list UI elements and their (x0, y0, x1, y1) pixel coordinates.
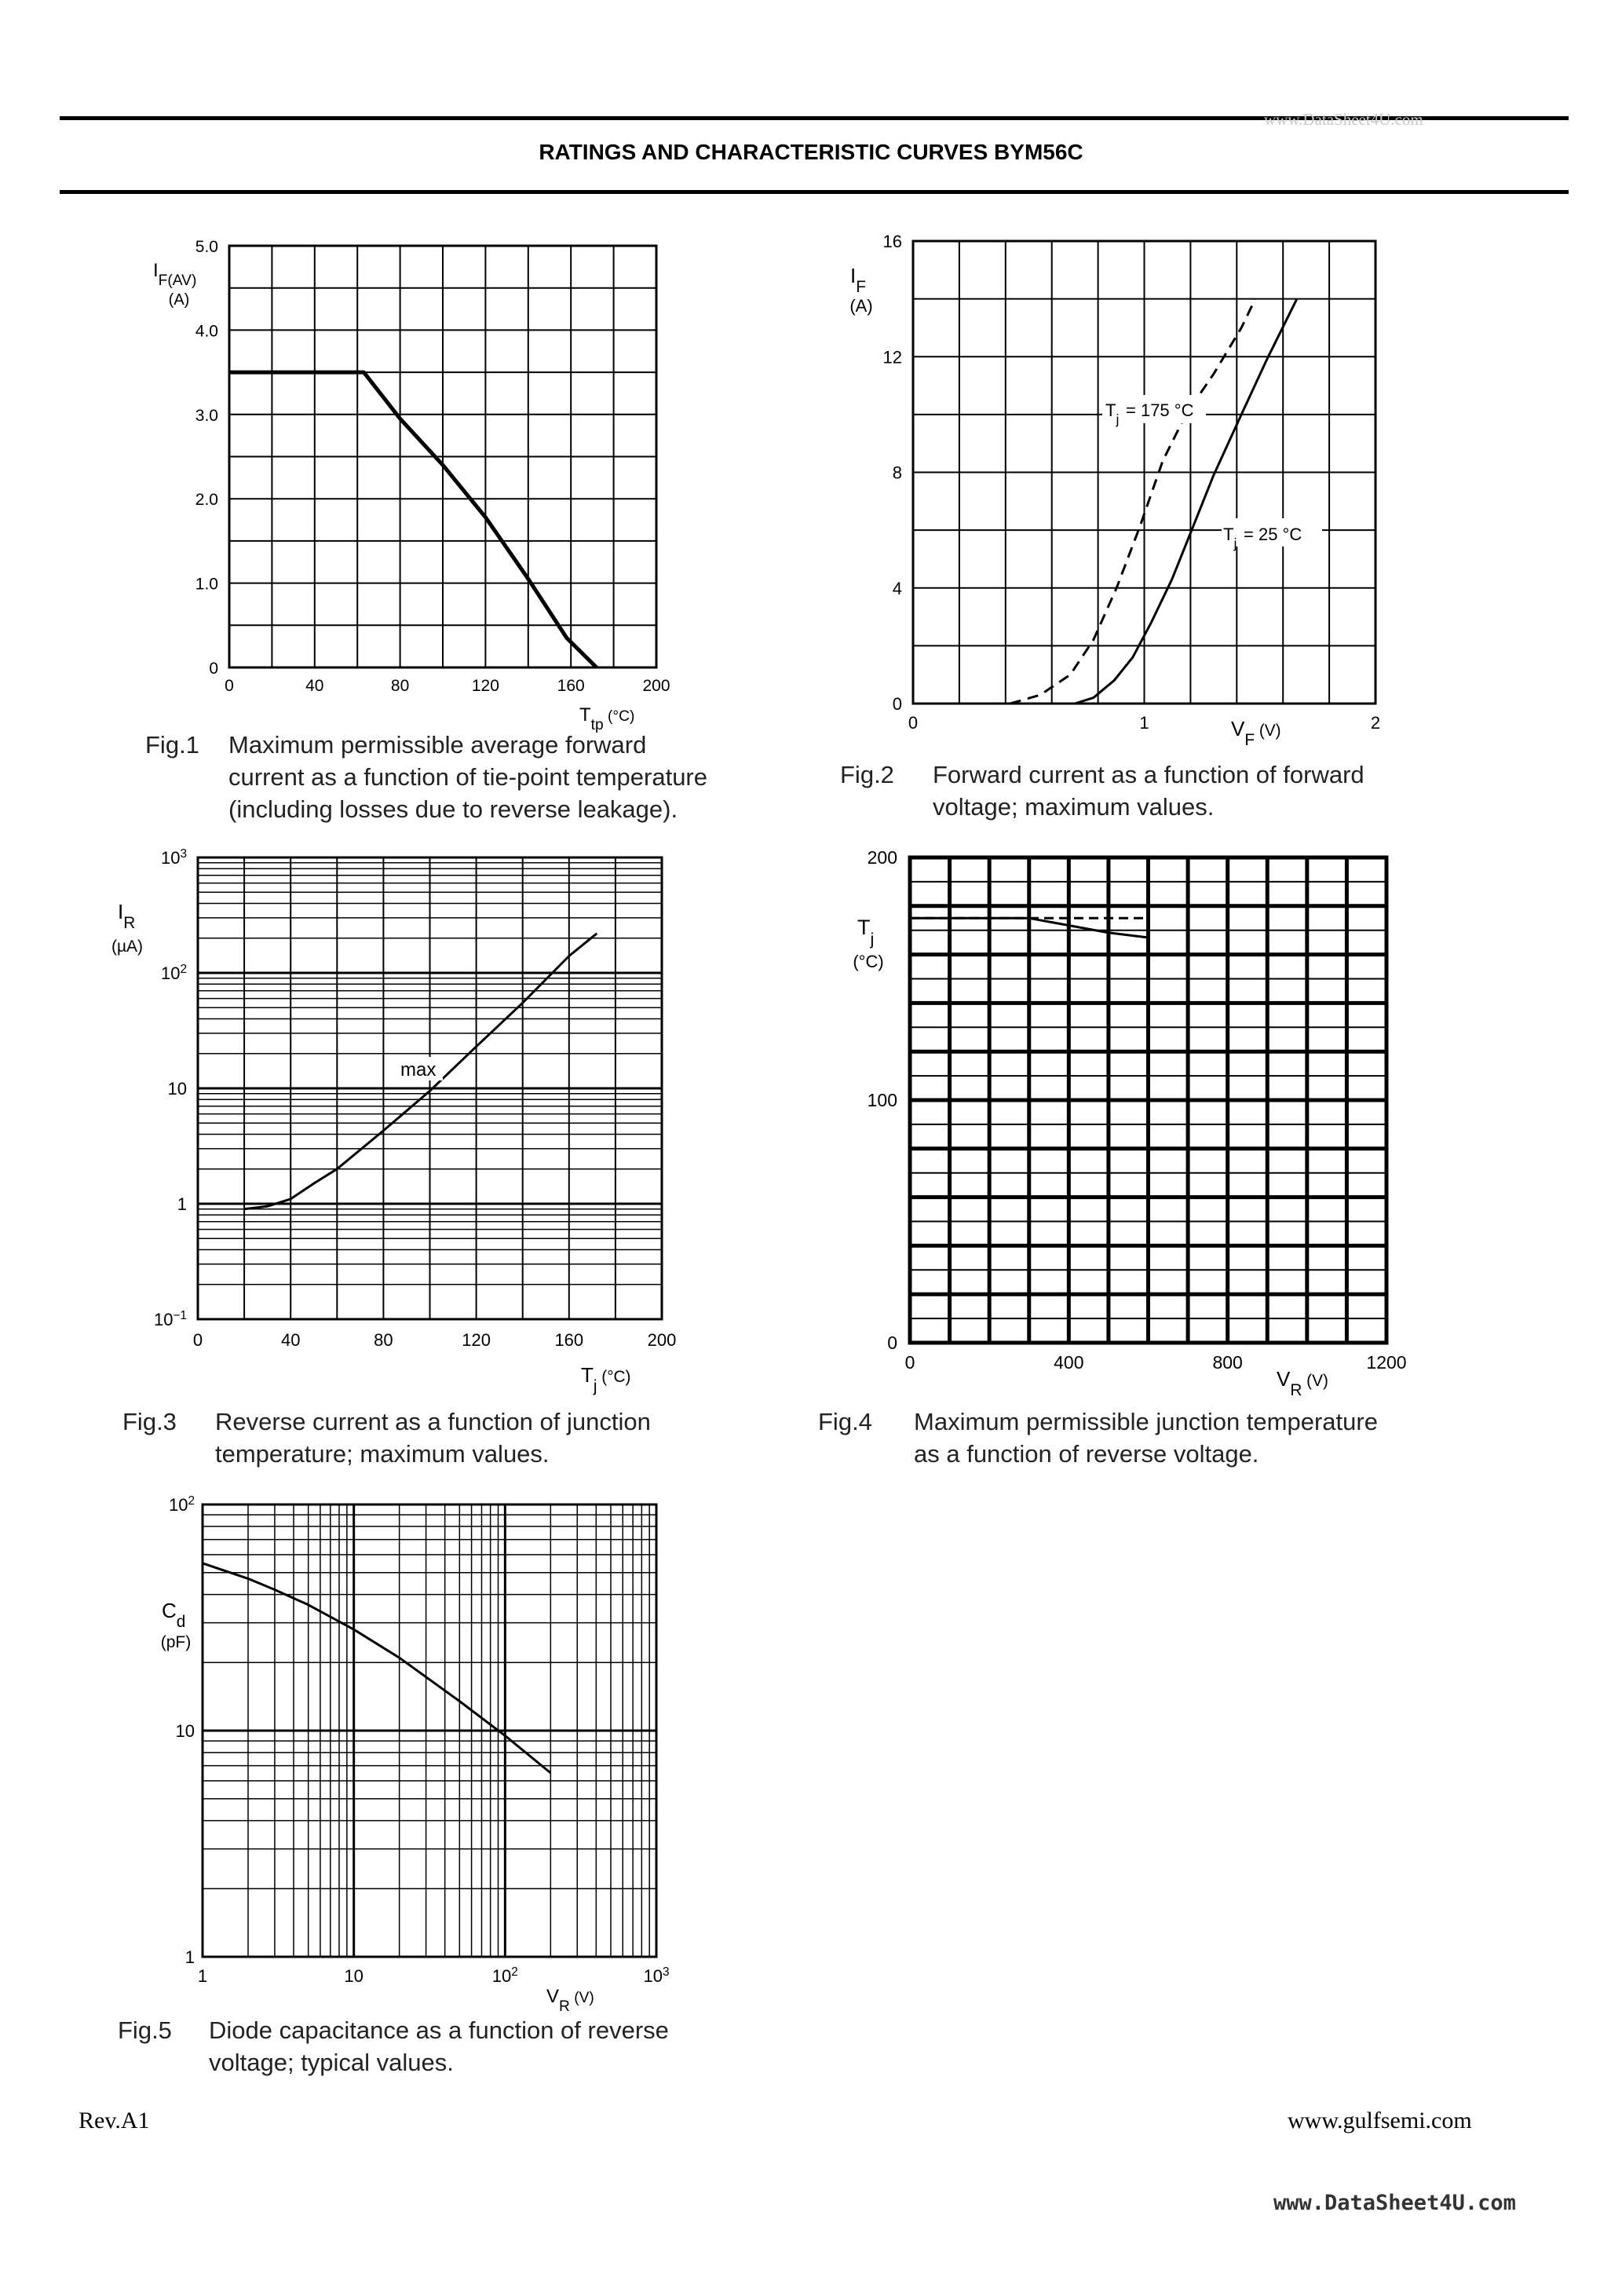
fig5-ytick-label: 10 (175, 1721, 195, 1741)
fig2-series-label-25-text: = 25 °C (1244, 525, 1302, 544)
fig2-caption-line1: Forward current as a function of forward (933, 761, 1364, 788)
page-title: RATINGS AND CHARACTERISTIC CURVES BYM56C (539, 140, 1083, 164)
fig3-xtick-label: 80 (374, 1330, 393, 1350)
fig4-ytick-label: 100 (867, 1090, 897, 1110)
fig4-ytick-label: 200 (867, 847, 897, 868)
fig5-ytick-label: 1 (184, 1947, 195, 1967)
fig5-xlabel: $V_R$ (V) (546, 1986, 594, 2015)
fig1-caption-line1: Maximum permissible average forward (228, 731, 647, 759)
fig2-ytick-label: 12 (882, 347, 902, 367)
fig1-ytick-label: 3.0 (195, 406, 218, 425)
fig5-xtick-label: $10^3$ (643, 1965, 670, 1986)
fig4-ylabel: $T_j$ (857, 916, 875, 949)
fig4-caption (818, 1406, 1446, 1476)
fig1-xtick-label: 120 (471, 677, 499, 695)
fig3-number: Fig.3 (122, 1408, 177, 1435)
fig2-caption (840, 759, 1468, 829)
fig2-xtick-label: 2 (1370, 713, 1381, 733)
fig3-ytick-label: $10^3$ (160, 846, 187, 868)
fig4-xtick-label: 0 (904, 1352, 915, 1373)
fig5-xtick-label: $10^2$ (491, 1965, 518, 1986)
fig5-number: Fig.5 (118, 2016, 172, 2044)
fig3-caption-line2: temperature; maximum values. (215, 1440, 550, 1468)
footer-website: www.gulfsemi.com (1288, 2108, 1472, 2133)
fig4-xtick-label: 1200 (1366, 1352, 1407, 1373)
fig3-xtick-label: 120 (462, 1330, 491, 1350)
fig5-ytick-label: $10^2$ (168, 1493, 195, 1515)
fig2-ytick-label: 0 (892, 694, 902, 714)
fig2-number: Fig.2 (840, 761, 894, 788)
fig2-xlabel: $V_F$ (V) (1231, 717, 1281, 749)
fig3-ytick-label: 1 (177, 1194, 187, 1214)
fig2-ytick-label: 4 (892, 578, 902, 598)
fig3-ytick-label: $10^2$ (160, 962, 187, 983)
fig1-number: Fig.1 (145, 731, 199, 759)
fig4-yunit: (°C) (853, 952, 884, 971)
fig2-series-label-25: $T_j$ (1223, 525, 1237, 551)
fig5-caption-line1: Diode capacitance as a function of reverse (209, 2016, 669, 2044)
fig1-yunit: (A) (168, 291, 190, 309)
fig3-yunit: (µA) (111, 938, 144, 956)
fig5-xtick-label: 10 (344, 1966, 363, 1986)
fig3-ytick-label: $10^{-1}$ (153, 1308, 187, 1329)
fig3-caption (122, 1406, 751, 1476)
fig3-xlabel: $T_j$ (°C) (581, 1363, 631, 1395)
fig1-xtick-label: 200 (642, 677, 670, 695)
footer-watermark: www.DataSheet4U.com (1273, 2191, 1516, 2215)
fig3-annotation-max: max (400, 1059, 437, 1080)
header-watermark: www.DataSheet4U.com (1264, 110, 1423, 129)
fig2-yunit: (A) (849, 296, 873, 316)
fig2-xtick-label: 1 (1139, 713, 1149, 733)
fig4-caption-line2: as a function of reverse voltage. (914, 1440, 1259, 1468)
fig1-ytick-label: 4.0 (195, 322, 218, 341)
fig4-xlabel: $V_R$ (V) (1277, 1367, 1328, 1399)
fig5-xtick-label: 1 (197, 1966, 208, 1986)
fig2-series-25 (1075, 299, 1297, 704)
fig2-ytick-label: 16 (882, 232, 902, 251)
fig5-caption-line2: voltage; typical values. (209, 2049, 454, 2076)
fig4-caption-line1: Maximum permissible junction temperature (914, 1408, 1378, 1435)
fig1-xlabel: $T_{tp}$ (°C) (579, 704, 635, 733)
fig2-series-label-175: $T_j$ (1105, 400, 1120, 427)
fig2-ylabel: $I_F$ (850, 264, 866, 296)
fig3-xtick-label: 40 (280, 1330, 301, 1350)
fig1-caption-line3: (including losses due to reverse leakage). (228, 795, 678, 823)
fig3-xtick-label: 160 (554, 1330, 584, 1350)
fig3-ylabel: $I_R$ (118, 900, 136, 932)
fig3-caption-line1: Reverse current as a function of junction (215, 1408, 651, 1435)
fig5-ylabel: $C_d$ (162, 1599, 186, 1631)
fig2-ytick-label: 8 (892, 462, 902, 483)
fig4-number: Fig.4 (818, 1408, 872, 1435)
fig3-xtick-label: 200 (647, 1330, 677, 1350)
fig4-ytick-label: 0 (887, 1333, 897, 1353)
fig2-series-175 (1010, 299, 1255, 704)
fig1-xtick-label: 160 (557, 677, 585, 695)
fig1-xtick-label: 80 (390, 677, 410, 695)
fig1-ytick-label: 0 (209, 660, 218, 678)
fig1-ytick-label: 5.0 (195, 238, 218, 256)
fig3-ytick-label: 10 (167, 1079, 187, 1099)
fig2-xtick-label: 0 (908, 713, 919, 733)
fig5-caption (118, 2014, 746, 2085)
fig3-xtick-label: 0 (192, 1330, 203, 1350)
fig1-xtick-label: 40 (305, 677, 324, 695)
footer-revision: Rev.A1 (79, 2108, 150, 2133)
fig2-series-label-175-text: = 175 °C (1126, 400, 1194, 420)
fig4-xtick-label: 400 (1054, 1352, 1084, 1373)
fig1-caption (145, 729, 773, 831)
fig1-ytick-label: 2.0 (195, 491, 218, 510)
fig1-xtick-label: 0 (225, 677, 234, 695)
fig1-caption-line2: current as a function of tie-point temperature (228, 763, 707, 791)
fig5-yunit: (pF) (160, 1633, 192, 1651)
fig1-series-line (229, 372, 597, 667)
fig1-ytick-label: 1.0 (195, 575, 218, 594)
fig2-caption-line2: voltage; maximum values. (933, 793, 1215, 821)
fig1-ylabel: $I_{F(AV)}$ (153, 260, 197, 289)
fig4-xtick-label: 800 (1212, 1352, 1243, 1373)
